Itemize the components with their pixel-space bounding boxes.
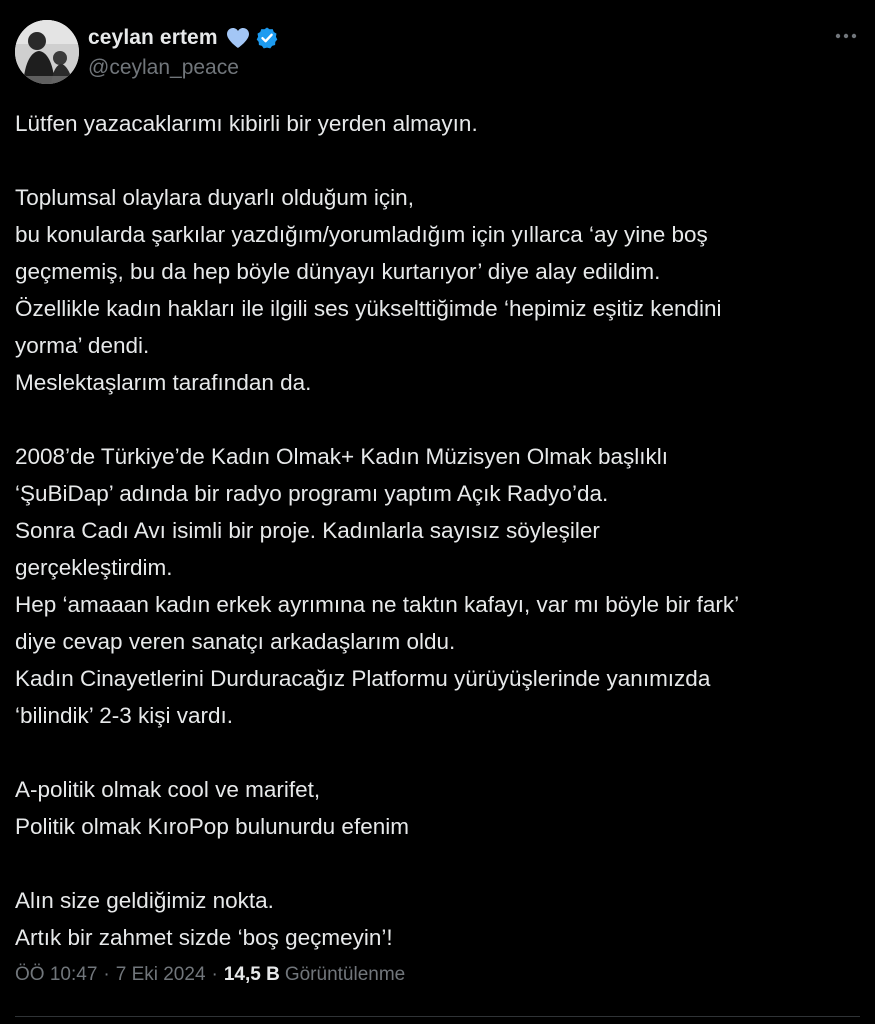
text-line: Politik olmak KıroPop bulunurdu efenim: [15, 814, 409, 839]
text-line: yorma’ dendi.: [15, 333, 150, 358]
text-line: Lütfen yazacaklarımı kibirli bir yerden almayın.: [15, 111, 478, 136]
blue-heart-icon: [225, 26, 251, 50]
tweet-paragraph: [15, 882, 865, 956]
avatar[interactable]: [15, 20, 79, 84]
more-options-button[interactable]: [832, 26, 860, 46]
text-line: Alın size geldiğimiz nokta.: [15, 888, 274, 913]
tweet-time[interactable]: ÖÖ 10:47: [15, 964, 98, 985]
tweet-paragraph: [15, 771, 865, 845]
tweet-paragraph: [15, 105, 865, 142]
tweet-date[interactable]: 7 Eki 2024: [115, 964, 206, 985]
tweet-meta: [15, 964, 405, 986]
text-line: 2008’de Türkiye’de Kadın Olmak+ Kadın Müzisyen Olmak başlıklı: [15, 444, 669, 469]
tweet-paragraph: [15, 179, 865, 401]
tweet-header: [15, 20, 860, 86]
text-line: ‘bilindik’ 2-3 kişi vardı.: [15, 703, 233, 728]
tweet-paragraph: [15, 438, 865, 734]
text-line: Artık bir zahmet sizde ‘boş geçmeyin’!: [15, 925, 393, 950]
text-line: ‘ŞuBiDap’ adında bir radyo programı yaptım Açık Radyo’da.: [15, 481, 609, 506]
more-horizontal-icon: [835, 33, 857, 39]
text-line: Hep ‘amaaan kadın erkek ayrımına ne taktın kafayı, var mı böyle bir fark’: [15, 592, 740, 617]
divider: [15, 1016, 860, 1017]
views-count: 14,5 B: [223, 964, 280, 985]
text-line: A-politik olmak cool ve marifet,: [15, 777, 321, 802]
text-line: gerçekleştirdim.: [15, 555, 173, 580]
text-line: Özellikle kadın hakları ile ilgili ses yükselttiğimde ‘hepimiz eşitiz kendini: [15, 296, 722, 321]
text-line: Toplumsal olaylara duyarlı olduğum için,: [15, 185, 414, 210]
tweet-text: [15, 105, 865, 956]
text-line: Kadın Cinayetlerini Durduracağız Platformu yürüyüşlerinde yanımızda: [15, 666, 711, 691]
text-line: geçmemiş, bu da hep böyle dünyayı kurtarıyor’ diye alay edildim.: [15, 259, 661, 284]
views-label: Görüntülenme: [284, 964, 406, 985]
text-line: bu konularda şarkılar yazdığım/yorumladığım için yıllarca ‘ay yine boş: [15, 222, 708, 247]
meta-separator: ·: [211, 964, 218, 985]
verified-badge-icon[interactable]: [255, 26, 279, 50]
user-handle[interactable]: @ceylan_peace: [88, 56, 239, 79]
text-line: Meslektaşlarım tarafından da.: [15, 370, 312, 395]
name-row: [88, 23, 279, 53]
display-name[interactable]: ceylan ertem: [88, 26, 218, 49]
text-line: diye cevap veren sanatçı arkadaşlarım oldu.: [15, 629, 456, 654]
text-line: Sonra Cadı Avı isimli bir proje. Kadınlarla sayısız söyleşiler: [15, 518, 600, 543]
meta-separator: ·: [103, 964, 110, 985]
